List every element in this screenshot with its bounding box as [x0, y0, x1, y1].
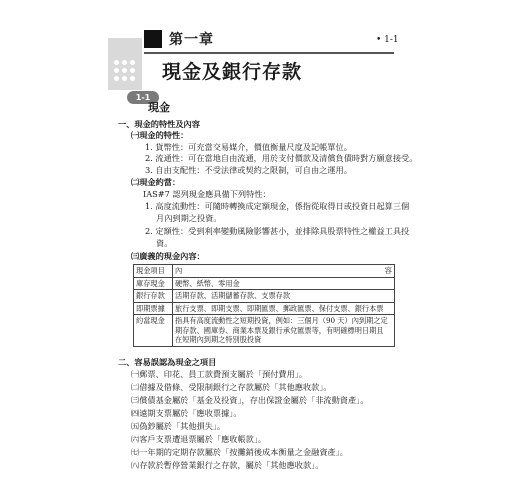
header-dot-pattern: [114, 60, 138, 84]
sub2-intro: IAS#7 認列現金應具備下列特性：: [143, 189, 271, 199]
chapter-marker-square: [144, 30, 162, 48]
table-cell-content: [173, 315, 395, 347]
table-cell-line: 指具有高度流動性之短期投資，例如：三個月（90 天）內到期之定: [175, 316, 388, 325]
table-header-cell: 現金項目: [134, 265, 173, 278]
table-cell-content: 旅行支票、即期支票、即期匯票、郵政匯票、保付支票、銀行本票: [173, 302, 395, 315]
part2-item: ㈥客戶支票遭退票屬於「應收帳款」。: [131, 434, 267, 444]
table-header-row: [134, 265, 395, 278]
table-cell-item: 庫存現金: [134, 277, 173, 290]
sub3-title: ㈢廣義的現金內容：: [131, 251, 205, 261]
part2-item: ㈢償債基金屬於「基金及投資」，存出保證金屬於「非流動資產」。: [131, 395, 369, 405]
chapter-rule: [144, 52, 394, 54]
sub2-title: ㈡現金約當：: [131, 177, 181, 187]
section-title: 現金: [148, 101, 170, 114]
sub2-item: 2. 定額性：受到利率變動風險影響甚小，並排除具股票特性之權益工具投: [145, 226, 410, 236]
cash-content-table: [133, 264, 395, 347]
table-cell-item: 約當現金: [134, 315, 173, 347]
sub1-item: 1. 貨幣性：可充當交易媒介，價值衡量尺度及記帳單位。: [145, 142, 352, 152]
sub2-item-cont: 月內到期之投資。: [156, 213, 222, 223]
table-row: [134, 277, 395, 290]
sub1-title: ㈠現金的特性：: [131, 130, 189, 140]
table-header-text: 內: [175, 266, 183, 275]
page-number: • 1-1: [376, 35, 399, 45]
chapter-label: 第一章: [169, 32, 214, 48]
table-row: [134, 302, 395, 315]
table-cell-content: 硬幣、紙幣、零用金: [173, 277, 395, 290]
part2-item: ㈠郵票、印花、員工款費預支屬於「預付費用」。: [131, 369, 308, 379]
section-number-badge: 1-1: [127, 91, 159, 104]
table-header-cell: [173, 265, 395, 278]
table-cell-item: 銀行存款: [134, 290, 173, 303]
table-cell-item: 即期票據: [134, 302, 173, 315]
part2-heading: 二、容易誤認為現金之項目: [118, 357, 217, 367]
table-row: [134, 315, 395, 347]
part2-item: ㈣遠期支票屬於「應收票據」。: [131, 408, 242, 418]
sub2-item-cont: 資。: [156, 238, 173, 248]
table-cell-line: 在短期內到期之特別股投資: [175, 335, 262, 344]
table-row: [134, 290, 395, 303]
part2-item: ㈦一年期的定期存款屬於「按攤銷後成本衡量之金融資產」。: [131, 447, 348, 457]
sub1-item: 2. 流通性：可在當地自由流通，用於支付價款及清償負債時對方願意接受。: [145, 153, 418, 163]
sub2-item: 1. 高度流動性：可隨時轉換成定額現金，係指從取得日或投資日起算三個: [145, 201, 410, 211]
table-cell-content: 活期存款、活期儲蓄存款、支票存款: [173, 290, 395, 303]
table-header-text: 容: [384, 266, 392, 275]
part2-item: ㈡借據及借條、受限制銀行之存款屬於「其他應收款」。: [131, 382, 332, 392]
part1-heading: 一、現金的特性及內容: [118, 119, 200, 129]
part2-item: ㈧存款於暫停營業銀行之存款，屬於「其他應收款」。: [131, 460, 324, 470]
chapter-title: 現金及銀行存款: [162, 61, 303, 83]
part2-item: ㈤偽鈔屬於「其他損失」。: [131, 421, 226, 431]
sub1-item: 3. 自由支配性：不受法律或契約之限制，可自由之運用。: [145, 165, 352, 175]
table-cell-line: 期存款、國庫券、商業本票及銀行承兌匯票等，有明確標明日期且: [175, 325, 384, 335]
